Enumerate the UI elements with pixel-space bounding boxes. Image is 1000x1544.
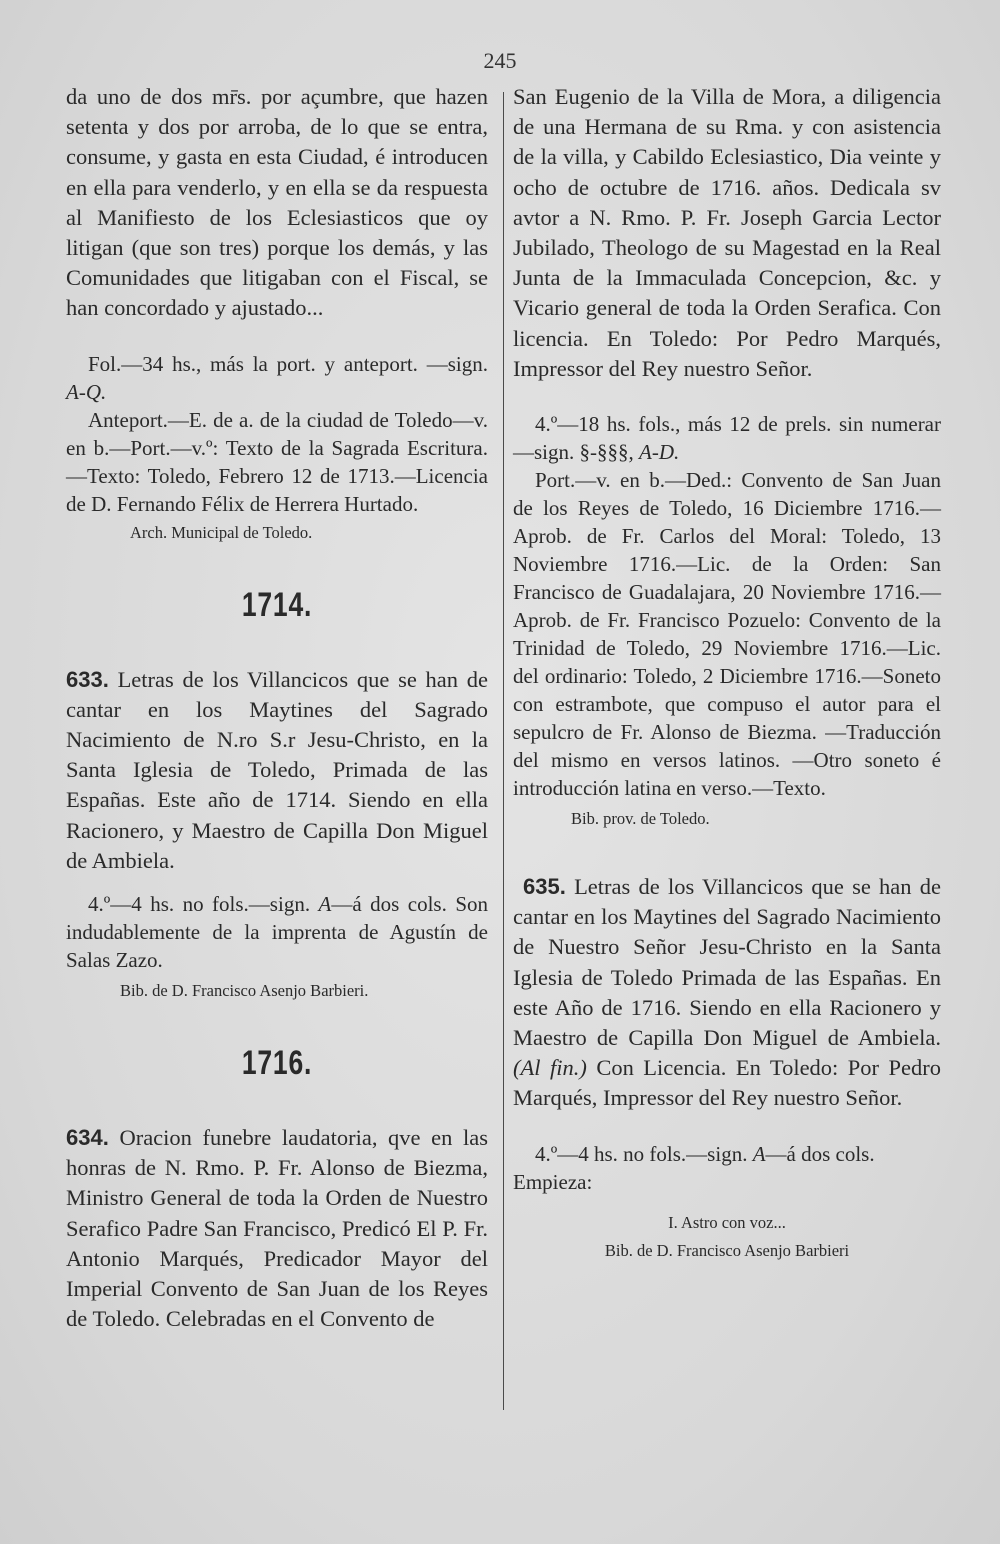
holding-library: Bib. de D. Francisco Asenjo Barbieri — [604, 1240, 850, 1260]
physical-description-635 — [513, 1140, 941, 1196]
entry-title: Letras de los Villancicos que se han de cantar en los Maytines del Sagrado Nacimiento de Nuestro Señor Jesu-Christo en la Santa Iglesia de Toledo Primada de las Españas. En este Año de 1716. Siendo en ella Racionero y Maestro de Capilla Don Miguel de Ambiela. — [513, 874, 942, 1051]
physical-description-634 — [513, 410, 941, 466]
physical-description — [66, 350, 488, 406]
holding-library: Bib. prov. de Toledo. — [571, 809, 710, 829]
right-column — [513, 82, 941, 1264]
signature: A-D. — [639, 440, 680, 465]
entry-635 — [513, 872, 941, 1114]
signature: A — [318, 892, 332, 917]
description-text: —á dos cols. — [765, 1141, 875, 1166]
entry-633 — [66, 665, 488, 876]
entry-634 — [66, 1123, 488, 1334]
description-text: 4.º—18 hs. fols., más 12 de prels. sin numerar—sign. §-§§§, — [513, 412, 941, 465]
entry-title: Letras de los Villancicos que se han de cantar en los Maytines del Sagrado Nacimiento de N.ro S.r Jesu-Christo, en la Santa Iglesia de Toledo, Primada de las Españas. Este año de 1714. Siendo en ella Racionero, y Maestro de Capilla Don Miguel de Ambiela. — [66, 666, 489, 873]
signature: A — [752, 1141, 766, 1166]
signature: A-Q. — [66, 379, 107, 404]
description-text: Fol.—34 hs., más la port. y anteport. —sign. — [88, 351, 488, 376]
colophon-marker: (Al fin.) — [513, 1055, 587, 1081]
entry-number: 633. — [66, 666, 109, 692]
holding-library: Arch. Municipal de Toledo. — [130, 522, 313, 542]
contents-description-634: Port.—v. en b.—Ded.: Convento de San Juan de los Reyes de Toledo, 16 Diciembre 1716.—Aprob. de Fr. Carlos del Moral: Toledo, 13 Noviembre 1716.—Lic. de la Orden: San Francisco de Guadalajara, 20 Noviembre 1716.—Aprob. de Fr. Francisco Pozuelo: Convento de la Trinidad de Toledo, 29 Noviembre 1716.—Lic. del ordinario: Toledo, 2 Diciembre 1716.—Soneto con estrambote, que compuso el autor para el sepulcro de Fr. Alonso de Biezma. —Traducción del mismo en versos latinos. —Otro soneto é introducción latina en verso.—Texto. — [513, 468, 941, 801]
physical-description-633 — [66, 890, 488, 974]
description-text: 4.º—4 hs. no fols.—sign. — [535, 1141, 753, 1166]
continuation-text-left: da uno de dos mr̄s. por açumbre, que hazen setenta y dos por arroba, de lo que se entra, consume, y gasta en esta Ciudad, é introducen en ella para venderlo, y en ella se da respuesta al Manifiesto de los Eclesiasticos que oy litigan (que son tres) porque los demás, y las Comunidades que litigaban con el Fiscal, se han concordado y ajustado... — [66, 84, 488, 321]
continuation-text-right: San Eugenio de la Villa de Mora, a diligencia de una Hermana de su Rma. y con asistencia de la villa, y Cabildo Eclesiastico, Dia veinte y ocho de octubre de 1716. años. Dedicala sv avtor a N. Rmo. P. Fr. Joseph Garcia Lector Jubilado, Theologo de su Magestad en la Real Junta de la Immaculada Concepcion, &c. y Vicario general de toda la Orden Serafica. Con licencia. En Toledo: Por Pedro Marqués, Impressor del Rey nuestro Señor. — [513, 84, 941, 381]
left-column — [66, 82, 488, 1334]
entry-number: 634. — [66, 1125, 109, 1151]
entry-imprint: Con Licencia. En Toledo: Por Pedro Marqués, Impressor del Rey nuestro Señor. — [513, 1055, 942, 1111]
description-text: 4.º—4 hs. no fols.—sign. — [88, 892, 319, 917]
column-divider — [503, 92, 504, 1410]
description-text: —á dos cols. — [331, 892, 447, 917]
year-heading-1714: 1714. — [241, 585, 313, 624]
contents-description: Anteport.—E. de a. de la ciudad de Toledo—v. en b.—Port.—v.º: Texto de la Sagrada Escritura.—Texto: Toledo, Febrero 12 de 1713.—Licencia de D. Fernando Félix de Herrera Hurtado. — [66, 407, 488, 516]
holding-library: Bib. de D. Francisco Asenjo Barbieri. — [120, 981, 369, 1001]
entry-title: Oracion funebre laudatoria, qve en las honras de N. Rmo. P. Fr. Alonso de Biezma, Ministro General de toda la Orden de Nuestro Serafico Padre San Francisco, Predicó El P. Fr. Antonio Marqués, Predicador Mayor del Imperial Convento de San Juan de los Reyes de Toledo. Celebradas en el Convento de — [66, 1125, 488, 1332]
incipit-line: I. Astro con voz... — [668, 1212, 786, 1232]
entry-number: 635. — [523, 874, 566, 900]
page-number: 245 — [483, 48, 517, 73]
incipit-label: Empieza: — [513, 1169, 593, 1194]
year-heading-1716: 1716. — [241, 1044, 313, 1083]
printer-note: Son indudablemente de la imprenta de Agustín de Salas Zazo. — [66, 892, 489, 973]
